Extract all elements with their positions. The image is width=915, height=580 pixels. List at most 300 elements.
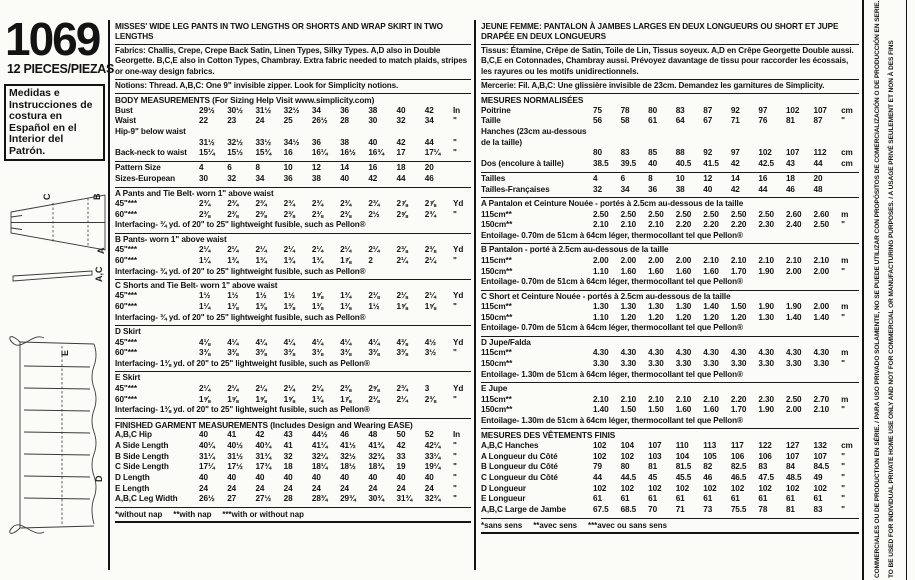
table-cell: 106 [758,451,772,461]
yardage-section [481,382,859,428]
table-cell: 110 [675,440,689,450]
table-cell: 24 [340,483,350,493]
table-row [481,452,859,463]
unit-cell: " [452,440,457,450]
table-cell: 40 [648,159,658,169]
row-label: 150cm** [481,312,513,322]
table-cell: 44.5 [620,473,637,483]
table-row [481,405,859,416]
table-cell: 1.70 [730,405,747,415]
unit-cell: " [452,209,457,219]
row-label: 150cm** [481,358,513,368]
table-cell: 80 [593,148,602,158]
table-cell: 31½ [227,451,243,461]
table-row [481,127,859,148]
table-cell: 2¼ [227,383,239,393]
table-cell: 2 [368,255,373,265]
table-cell: 2⅝ [396,209,408,219]
table-cell: 44 [813,159,823,169]
table-cell: 1½ [283,291,295,301]
body-measurements-header: BODY MEASUREMENTS (For Sizing Help Visit www.simplicity.com) [115,95,375,105]
table-cell: 102 [593,440,607,450]
table-cell: 2.10 [813,255,830,265]
table-cell: 2⅛ [396,291,408,301]
fabrics-label: Fabrics: [115,46,146,56]
table-cell: 1¾ [283,255,295,265]
table-cell: 2.10 [648,394,664,404]
notions-text: Thread. A,B,C: One 9" invisible zipper. Look for Simplicity notions. [147,80,399,90]
interfacing-note: Entoilage- 1.30m de 51cm à 64cm léger, thermocollant tel que Pellon® [481,369,743,379]
unit-cell: cm [841,159,853,169]
pattern-size-table [115,163,471,184]
table-cell: 117 [730,440,744,450]
table-row [115,163,471,174]
unit-cell: " [452,483,457,493]
table-cell: 1.60 [620,266,637,276]
table-cell: 42 [255,430,265,440]
table-cell: 81 [785,505,795,515]
table-cell: 92 [730,105,740,115]
table-cell: 32 [396,116,406,126]
table-cell: 3.30 [785,358,802,368]
table-cell: 107 [648,440,662,450]
table-cell: 16 [368,163,378,173]
table-cell: 24 [199,483,208,493]
table-cell: 42 [730,159,740,169]
table-cell: 2¼ [396,394,408,404]
table-cell: 80 [648,105,658,115]
table-cell: 2.50 [703,209,719,219]
table-cell: 2.10 [593,394,609,404]
table-cell: 25 [283,116,293,126]
french-column [474,20,862,570]
row-label: 45"*** [115,245,137,255]
table-row [481,210,859,221]
table-cell: 46 [424,173,434,183]
table-cell: 6 [227,163,232,173]
yardage-section [115,325,471,371]
table-cell: 29¾ [340,494,356,504]
table-cell: 102 [593,451,607,461]
table-cell: 16¾ [368,148,384,158]
table-cell: 2¼ [199,383,211,393]
interfacing-note: Interfacing- 1⅜ yd. of 20" to 25" lightweight fusible, such as Pellon® [115,405,370,415]
interfacing-note: Entoilage- 0.70m de 51cm à 64cm léger, thermocollant tel que Pellon® [481,323,743,333]
table-cell: 46 [785,184,795,194]
table-cell: 2¼ [311,383,324,393]
table-cell: 4¼ [227,337,239,347]
table-cell: 2.10 [593,220,609,230]
french-yardage-sections [481,197,859,428]
table-cell: 2.50 [593,209,609,219]
table-cell: 83 [813,505,823,515]
table-cell: 20 [424,163,434,173]
body-measurements-table [115,106,471,160]
table-cell: 3.30 [593,358,609,368]
table-cell: 34½ [283,137,300,147]
table-cell: 82 [703,462,713,472]
tie-belt-line-drawing [10,266,106,288]
pattern-size-block [115,161,471,186]
table-row [481,116,859,127]
table-cell: 42.5 [758,159,774,169]
table-cell: 2¾ [199,198,211,208]
section-title: E Skirt [115,373,141,383]
tissus-block [481,44,859,79]
table-cell: 15¾ [255,148,272,158]
table-row [115,462,471,473]
interfacing-note: Interfacing- ¾ yd. of 20" to 25" lightweight fusible, such as Pellon® [115,312,366,322]
table-cell: 18¼ [311,462,328,472]
table-row [115,348,471,359]
table-cell: 80 [620,462,630,472]
table-cell: 1.40 [703,302,719,312]
mercerie-block [481,79,859,93]
table-cell: 41¼ [311,440,328,450]
table-cell: 40 [340,473,350,483]
table-row [481,484,859,495]
table-cell: 2.70 [813,394,830,404]
row-label: Tailles-Françaises [481,184,550,194]
table-cell: 40 [283,473,293,483]
table-cell: 42 [730,184,740,194]
table-cell: 4⅜ [396,337,408,347]
table-cell: 32 [593,184,602,194]
table-cell: 42 [396,137,406,147]
table-cell: 2.10 [758,255,774,265]
table-cell: 92 [703,148,713,158]
mesures-block [481,93,859,172]
table-cell: 4.30 [758,348,774,358]
row-label: 60"*** [115,302,137,312]
table-row [481,148,859,159]
table-cell: 87 [813,116,823,126]
interfacing-note: Interfacing- 1⅜ yd. of 20" to 25" lightweight fusible, such as Pellon® [115,358,370,368]
section-title: D Jupe/Falda [481,337,531,347]
table-cell: 3.30 [730,358,747,368]
table-cell: 2¼ [311,245,324,255]
unit-cell: " [452,148,457,158]
unit-cell: " [841,473,845,483]
mercerie-text: Fil. A,B,C: Une glissière invisible de 23cm. Demandez les garnitures de Simplicity. [516,80,825,90]
table-cell: 42 [424,105,434,115]
unit-cell: In [452,105,461,115]
table-cell: 2⅜ [255,209,267,219]
table-cell: 52 [424,430,434,440]
table-cell: 4¼ [255,337,267,347]
table-row [115,245,471,256]
row-label: B Side Length [115,451,169,461]
table-cell: 29½ [199,105,215,115]
table-cell: 1⅝ [396,302,408,312]
table-cell: 87 [703,105,713,115]
table-cell: 39.5 [620,159,637,169]
table-cell: 2.20 [730,220,747,230]
unit-cell: " [452,394,457,404]
table-cell: 81 [785,116,795,126]
pants-label-b: B [92,193,102,200]
table-row [115,106,471,117]
table-cell: 2.10 [703,394,719,404]
unit-cell: " [841,483,845,493]
section-title: B Pants- worn 1" above waist [115,234,227,244]
table-cell: 102 [785,105,800,115]
unit-cell: Yd [452,291,464,301]
table-cell: 84 [785,462,795,472]
table-cell: 67.5 [593,505,609,515]
section-title: D Skirt [115,327,141,337]
table-cell: 1.40 [813,312,830,322]
table-cell: 4.30 [785,348,802,358]
finished-measurements-block [115,418,471,508]
table-cell: 2⅜ [311,209,324,219]
notions-label: Notions: [115,80,148,90]
table-row [115,148,471,159]
table-row [481,256,859,267]
row-label: Back-neck to waist [115,148,187,158]
unit-cell: " [452,451,457,461]
table-cell: 2⅜ [199,209,211,219]
row-label: 45"*** [115,291,137,301]
table-cell: 16 [758,173,768,183]
unit-cell: " [841,266,845,276]
table-cell: 64 [675,116,685,126]
yardage-section [481,336,859,382]
table-cell: 36 [311,137,321,147]
table-cell: 2.20 [675,220,692,230]
table-cell: 4 [199,163,204,173]
table-cell: 102 [648,483,662,493]
yardage-section [481,290,859,336]
yardage-section [115,371,471,417]
table-cell: 41 [283,440,293,450]
table-cell: 38 [340,137,350,147]
table-cell: 1.60 [675,405,692,415]
table-cell: 2¼ [255,383,267,393]
table-cell: 24 [396,483,406,493]
unit-cell: Yd [452,337,464,347]
table-cell: 1.90 [785,302,802,312]
table-cell: 68.5 [620,505,637,515]
table-cell: 102 [675,483,690,493]
table-cell: 49 [813,473,823,483]
skirt-label-e: E [60,349,70,356]
table-cell: 32½ [340,451,356,461]
row-label: 60"*** [115,255,137,265]
table-cell: 2¾ [311,198,324,208]
table-cell: 2.20 [703,220,719,230]
table-cell: 1½ [199,291,211,301]
table-cell: 67 [703,116,713,126]
skirt-line-drawing [4,322,106,548]
table-cell: 83 [758,462,768,472]
table-cell: 1.70 [730,266,747,276]
table-cell: 1½ [368,302,380,312]
row-label: Taille [481,116,501,126]
table-cell: 44 [396,173,406,183]
table-cell: 31¾ [396,494,413,504]
table-row [481,462,859,473]
table-cell: 41¾ [368,440,384,450]
section-title: B Pantalon - porté à 2.5cm au-dessous de la taille [481,245,669,255]
table-cell: 3.30 [813,358,830,368]
french-footnote: *sans sens **avec sens ***avec ou sans sens [481,518,859,534]
table-cell: 28 [340,116,350,126]
yardage-section [481,197,859,243]
mesures-table [481,106,859,170]
table-cell: 79 [593,462,602,472]
table-cell: 4¼ [283,337,295,347]
table-cell: 1⅜ [255,302,267,312]
table-cell: 2.00 [620,255,637,265]
table-cell: 3.30 [648,358,664,368]
strip-divider-left [862,0,864,580]
table-cell: 107 [813,451,827,461]
unit-cell: m [841,209,849,219]
table-cell: 38.5 [593,159,609,169]
table-cell: 1¾ [311,394,324,404]
table-row [115,116,471,127]
table-cell: 1⅝ [283,394,295,404]
unit-cell: " [841,494,845,504]
table-cell: 24 [227,483,237,493]
table-cell: 3⅜ [283,348,295,358]
skirt-label-d: D [94,475,104,482]
table-cell: 46 [703,473,713,483]
table-cell: 19 [396,462,406,472]
table-cell: 4.30 [648,348,664,358]
table-cell: 1.50 [648,405,664,415]
table-cell: 102 [730,483,745,493]
table-cell: 102 [785,483,800,493]
table-cell: 122 [758,440,772,450]
row-label: Pattern Size [115,163,161,173]
table-cell: 4 [593,173,598,183]
row-label: 60"*** [115,209,137,219]
unit-cell: " [452,473,457,483]
table-cell: 61 [813,494,823,504]
table-cell: 1.40 [785,312,802,322]
table-cell: 2.50 [620,209,637,219]
vetements-finis-block [481,428,859,518]
table-cell: 78 [620,105,630,115]
table-cell: 1¾ [227,255,239,265]
table-cell: 2.10 [648,220,664,230]
table-cell: 105 [703,451,717,461]
table-cell: 40 [255,473,265,483]
table-cell: 40 [368,137,378,147]
row-label: A Longueur du Côté [481,451,558,461]
table-cell: 4½ [424,337,436,347]
table-cell: 1⅜ [283,302,295,312]
table-cell: 1.60 [648,266,664,276]
table-cell: 4¼ [368,337,380,347]
table-cell: 32 [227,173,237,183]
table-cell: 1½ [255,291,267,301]
table-row [481,473,859,484]
pattern-number: 1069 [5,13,100,65]
table-cell: 38 [368,105,378,115]
tissus-label: Tissus: [481,46,509,56]
table-row [115,430,471,441]
table-cell: 38 [675,184,685,194]
table-cell: 2.30 [758,220,774,230]
row-label: 45"*** [115,198,137,208]
table-cell: 8 [648,173,653,183]
table-cell: 2.10 [703,255,719,265]
table-cell: 40 [199,473,208,483]
row-label: A,B,C Leg Width [115,494,178,504]
row-label: Sizes-European [115,173,176,183]
table-cell: 40 [199,430,208,440]
row-label: 115cm** [481,394,512,404]
table-row [115,338,471,349]
table-cell: 18½ [340,462,356,472]
table-cell: 36 [340,105,350,115]
table-cell: 17¼ [424,148,441,158]
table-cell: 3⅜ [227,348,239,358]
table-row [481,505,859,516]
table-cell: 1.30 [675,302,692,312]
table-row [115,384,471,395]
row-label: 115cm** [481,255,512,265]
table-cell: 44 [758,184,768,194]
table-cell: 2¼ [255,245,267,255]
table-cell: 1⅜ [227,302,239,312]
pants-line-drawing [6,190,110,256]
row-label: C Side Length [115,462,169,472]
table-cell: 127 [785,440,800,450]
table-cell: 2⅞ [424,198,436,208]
unit-cell: " [841,405,845,415]
unit-cell [841,185,859,196]
table-cell: 107 [785,148,800,158]
table-cell: 45.5 [675,473,692,483]
row-label: 115cm** [481,348,512,358]
table-cell: 33½ [255,137,272,147]
table-row [115,494,471,505]
table-cell: 2⅜ [424,245,436,255]
table-cell: 46.5 [730,473,747,483]
table-cell: 12 [311,163,321,173]
table-cell: 61 [730,494,740,504]
table-cell: 31¼ [199,451,215,461]
row-label: 60"*** [115,394,137,404]
unit-cell [453,174,471,185]
table-cell: 2.10 [785,255,802,265]
table-cell: 4¼ [340,337,352,347]
table-cell: 18 [396,163,406,173]
finished-measurements-table [115,430,471,505]
table-cell: 71 [730,116,740,126]
body-measurements-block [115,93,471,161]
table-cell: 43 [785,159,795,169]
table-cell: 30½ [227,105,243,115]
row-label: 115cm** [481,302,512,312]
table-cell: 2¾ [283,198,295,208]
row-label: C Longueur du Côté [481,473,558,483]
table-cell: 32½ [227,137,243,147]
table-cell: 48.5 [785,473,802,483]
interfacing-note: Interfacing- ¾ yd. of 20" to 25" lightweight fusible, such as Pellon® [115,220,366,230]
section-title: E Jupe [481,384,508,394]
row-label: Poitrine [481,105,511,115]
table-cell: 2¾ [396,383,408,393]
table-cell: 8 [255,163,260,173]
table-cell: 43 [283,430,293,440]
table-row [115,441,471,452]
table-cell: 3⅜ [255,348,267,358]
